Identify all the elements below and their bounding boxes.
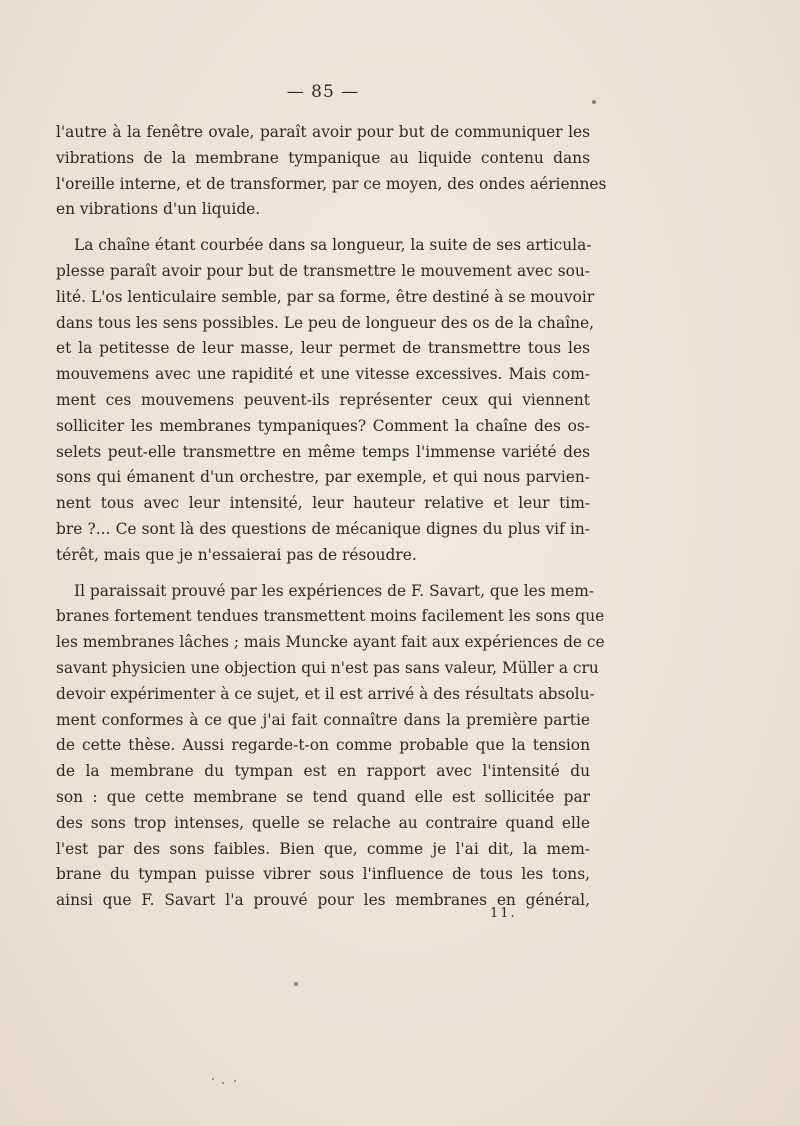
paragraph-1 xyxy=(56,120,607,223)
paragraph-3 xyxy=(56,579,605,914)
paper-speck xyxy=(212,1078,214,1080)
text-line: les membranes lâches ; mais Muncke ayant fait aux expériences de ce xyxy=(56,633,605,652)
page-number: — 85 — xyxy=(286,82,360,102)
text-line: de cette thèse. Aussi regarde-t-on comme probable que la tension xyxy=(56,736,590,755)
text-line: ainsi que F. Savart l'a prouvé pour les membranes en général, xyxy=(56,891,590,910)
text-line: branes fortement tendues transmettent moins facilement les sons que xyxy=(56,607,605,626)
paragraph-2 xyxy=(56,233,595,568)
paper-speck xyxy=(234,1080,236,1082)
text-line: l'est par des sons faibles. Bien que, comme je l'ai dit, la mem- xyxy=(56,839,590,858)
text-line: Il paraissait prouvé par les expériences de F. Savart, que les mem- xyxy=(74,581,595,600)
text-line: La chaîne étant courbée dans sa longueur, la suite de ses articula- xyxy=(74,236,592,255)
text-line: selets peut-elle transmettre en même temps l'immense variété des xyxy=(56,442,590,461)
text-line: son : que cette membrane se tend quand elle est sollicitée par xyxy=(56,787,590,806)
text-line: térêt, mais que je n'essaierai pas de résoudre. xyxy=(56,545,417,564)
text-line: solliciter les membranes tympaniques? Comment la chaîne des os- xyxy=(56,416,590,435)
text-line: savant physicien une objection qui n'est pas sans valeur, Müller a cru xyxy=(56,658,599,677)
text-line: nent tous avec leur intensité, leur hauteur relative et leur tim- xyxy=(56,494,590,513)
paper-speck xyxy=(294,982,298,986)
text-line: bre ?... Ce sont là des questions de mécanique dignes du plus vif in- xyxy=(56,519,590,538)
paper-speck xyxy=(222,1082,224,1084)
text-line: l'autre à la fenêtre ovale, paraît avoir pour but de communiquer les xyxy=(56,123,590,141)
text-line: sons qui émanent d'un orchestre, par exemple, et qui nous parvien- xyxy=(56,468,590,487)
text-line: ment conformes à ce que j'ai fait connaître dans la première partie xyxy=(56,710,590,729)
text-line: brane du tympan puisse vibrer sous l'influence de tous les tons, xyxy=(56,865,590,884)
text-line: plesse paraît avoir pour but de transmettre le mouvement avec sou- xyxy=(56,261,590,280)
text-line: en vibrations d'un liquide. xyxy=(56,200,261,219)
text-line: des sons trop intenses, quelle se relache au contraire quand elle xyxy=(56,813,590,832)
text-line: ment ces mouvemens peuvent-ils représenter ceux qui viennent xyxy=(56,390,590,409)
text-line: dans tous les sens possibles. Le peu de longueur des os de la chaîne, xyxy=(56,313,594,332)
page-body xyxy=(56,78,607,924)
text-line: et la petitesse de leur masse, leur permet de transmettre tous les xyxy=(56,339,590,358)
text-line: mouvemens avec une rapidité et une vitesse excessives. Mais com- xyxy=(56,365,590,384)
signature-mark: 11. xyxy=(490,906,517,921)
paper-speck xyxy=(592,100,596,104)
text-line: de la membrane du tympan est en rapport avec l'intensité du xyxy=(56,762,590,781)
text-line: vibrations de la membrane tympanique au liquide contenu dans xyxy=(56,148,590,167)
text-line: devoir expérimenter à ce sujet, et il est arrivé à des résultats absolu- xyxy=(56,684,595,703)
text-line: lité. L'os lenticulaire semble, par sa forme, être destiné à se mouvoir xyxy=(56,287,595,306)
text-line: l'oreille interne, et de transformer, par ce moyen, des ondes aériennes xyxy=(56,174,607,193)
